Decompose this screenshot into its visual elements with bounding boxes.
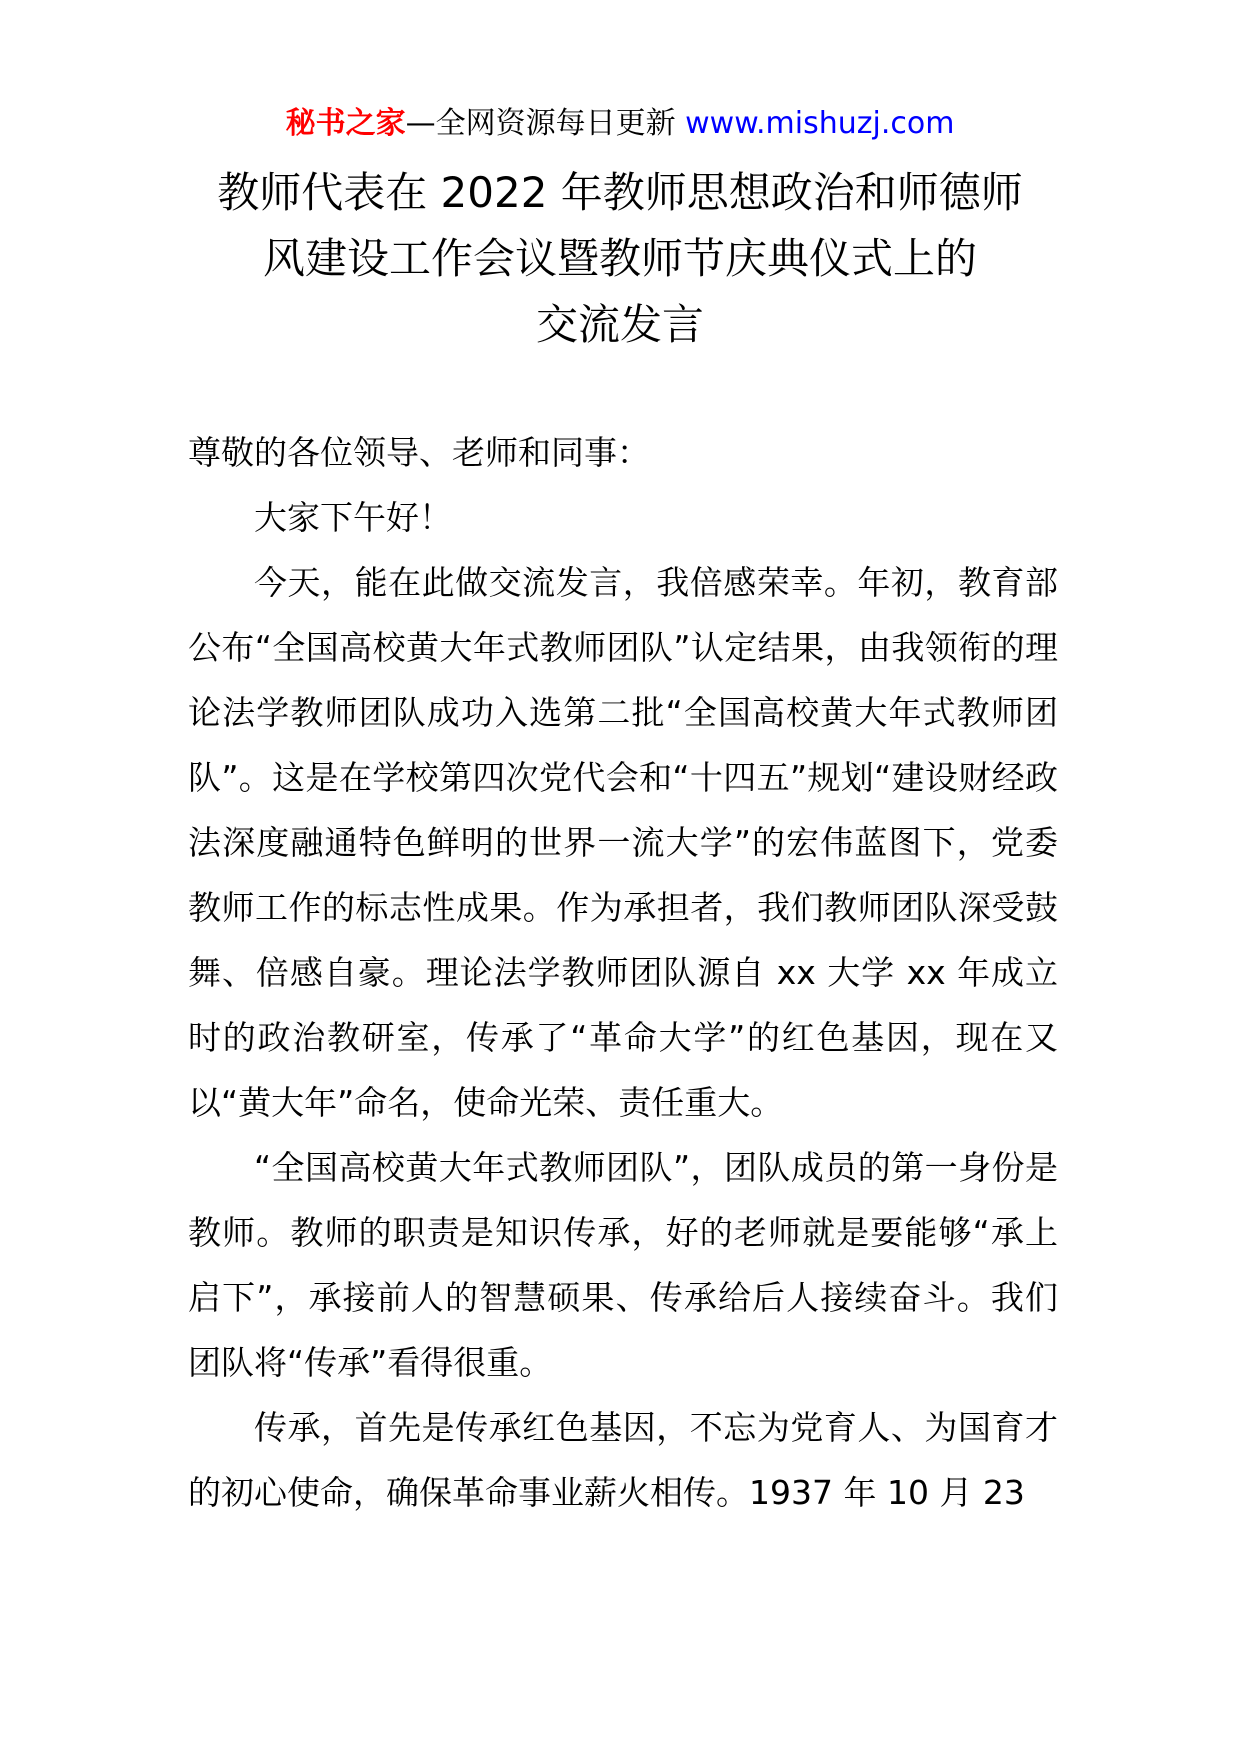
title-line-3: 交流发言 xyxy=(535,300,704,349)
document-title xyxy=(170,160,1070,358)
watermark-header xyxy=(0,104,1240,144)
document-body xyxy=(188,420,1058,1525)
paragraph-3: 传承，首先是传承红色基因，不忘为党育人、为国育才的初心使命，确保革命事业薪火相传。1937 年 10 月 23 xyxy=(188,1408,1058,1512)
watermark-brand: 秘书之家 xyxy=(285,106,406,141)
paragraph-2: “全国高校黄大年式教师团队”，团队成员的第一身份是教师。教师的职责是知识传承，好的老师就是要能够“承上启下”，承接前人的智慧硕果、传承给后人接续奋斗。我们团队将“传承”看得很重。 xyxy=(188,1148,1058,1382)
paragraph-1: 今天，能在此做交流发言，我倍感荣幸。年初，教育部公布“全国高校黄大年式教师团队”认定结果，由我领衔的理论法学教师团队成功入选第二批“全国高校黄大年式教师团队”。这是在学校第四次党代会和“十四五”规划“建设财经政法深度融通特色鲜明的世界一流大学”的宏伟蓝图下，党委教师工作的标志性成果。作为承担者，我们教师团队深受鼓舞、倍感自豪。理论法学教师团队源自 xx 大学 xx 年成立时的政治教研室，传承了“革命大学”的红色基因，现在又以“黄大年”命名，使命光荣、责任重大。 xyxy=(188,563,1058,1122)
watermark-url[interactable]: www.mishuzj.com xyxy=(685,106,955,141)
salutation: 尊敬的各位领导、老师和同事： xyxy=(188,433,650,472)
paragraph-greeting: 大家下午好！ xyxy=(254,498,452,537)
title-line-2: 风建设工作会议暨教师节庆典仪式上的 xyxy=(262,234,977,283)
watermark-tagline: —全网资源每日更新 xyxy=(405,106,676,141)
title-line-1: 教师代表在 2022 年教师思想政治和师德师 xyxy=(217,168,1023,217)
